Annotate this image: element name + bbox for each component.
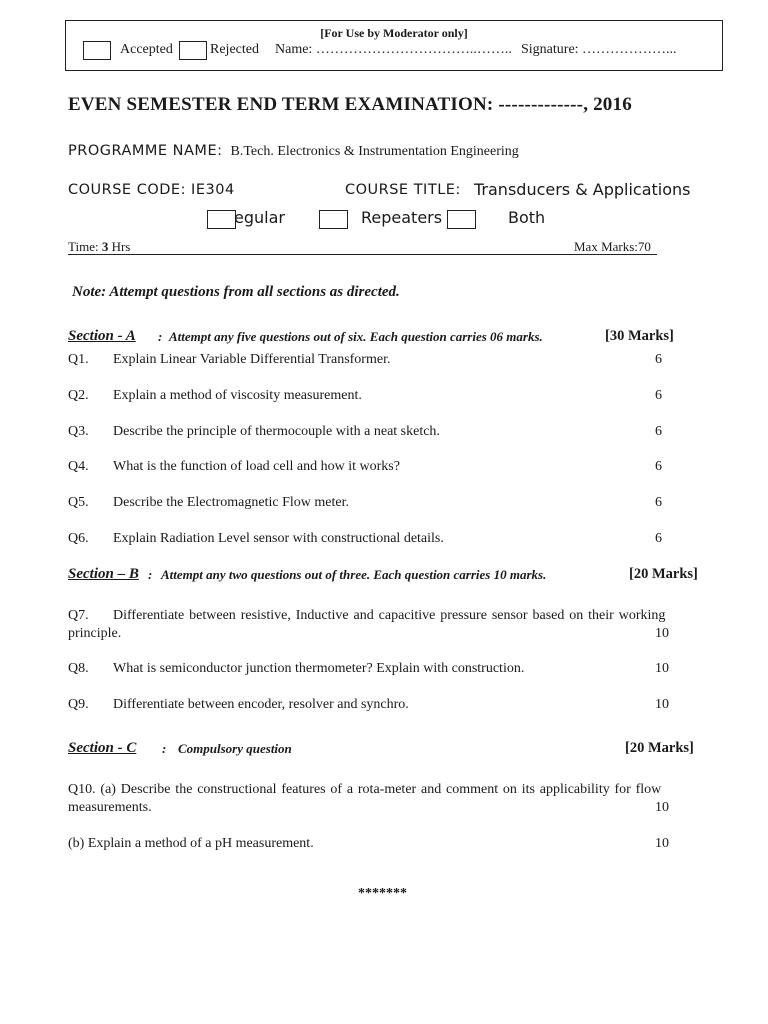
repeaters-checkbox[interactable] — [319, 210, 348, 229]
time-info — [68, 239, 130, 255]
q7-text-line1: Differentiate between resistive, Inductive and capacitive pressure sensor based on their working — [113, 608, 666, 623]
q9-marks: 10 — [655, 697, 669, 712]
q10b-text: (b) Explain a method of a pH measurement. — [68, 836, 314, 851]
rejected-label: Rejected — [210, 42, 259, 57]
moderator-box — [65, 20, 723, 71]
section-c-colon: : — [162, 741, 167, 756]
max-marks: Max Marks:70 — [574, 239, 651, 254]
q9-text: Differentiate between encoder, resolver and synchro. — [113, 697, 409, 712]
q6-marks: 6 — [655, 531, 662, 546]
q10a-text-line1: Q10. (a) Describe the constructional features of a rota-meter and comment on its applicability for flow — [68, 782, 662, 797]
q3-marks: 6 — [655, 424, 662, 439]
q2-text: Explain a method of viscosity measurement. — [113, 388, 362, 403]
time-suffix: Hrs — [108, 239, 131, 254]
q8-text: What is semiconductor junction thermometer? Explain with construction. — [113, 661, 525, 676]
end-marker: ******* — [358, 886, 407, 901]
q7-marks: 10 — [655, 626, 669, 641]
q10a-marks: 10 — [655, 800, 669, 815]
regular-label: egular — [234, 208, 285, 227]
q10b-marks: 10 — [655, 836, 669, 851]
section-b-colon: : — [148, 567, 153, 582]
course-title-label: COURSE TITLE: — [345, 182, 461, 198]
q1-marks: 6 — [655, 352, 662, 367]
note: Note: Attempt questions from all sections as directed. — [72, 284, 400, 300]
course-title-value: Transducers & Applications — [474, 180, 691, 199]
time-value: 3 — [101, 239, 109, 254]
q10a-text-line2: measurements. — [68, 800, 152, 815]
q6-number: Q6. — [68, 531, 89, 546]
both-checkbox[interactable] — [447, 210, 476, 229]
q1-number: Q1. — [68, 352, 89, 367]
programme-value: B.Tech. Electronics & Instrumentation Engineering — [230, 144, 519, 159]
section-b-description: Attempt any two questions out of three. Each question carries 10 marks. — [161, 567, 547, 582]
section-a-marks: [30 Marks] — [605, 328, 674, 344]
q4-marks: 6 — [655, 459, 662, 474]
q3-text: Describe the principle of thermocouple with a neat sketch. — [113, 424, 440, 439]
q6-text: Explain Radiation Level sensor with constructional details. — [113, 531, 444, 546]
repeaters-label: Repeaters — [361, 208, 443, 227]
section-a-description: Attempt any five questions out of six. Each question carries 06 marks. — [169, 329, 543, 344]
section-a-colon: : — [158, 329, 163, 344]
q5-number: Q5. — [68, 495, 89, 510]
q1-text: Explain Linear Variable Differential Transformer. — [113, 352, 391, 367]
q8-marks: 10 — [655, 661, 669, 676]
q2-number: Q2. — [68, 388, 89, 403]
q7-text-line2: principle. — [68, 626, 122, 641]
q5-marks: 6 — [655, 495, 662, 510]
q4-number: Q4. — [68, 459, 89, 474]
section-c-heading: Section - C — [68, 740, 137, 756]
moderator-title: [For Use by Moderator only] — [320, 26, 468, 40]
section-c-description: Compulsory question — [178, 741, 292, 756]
exam-title: EVEN SEMESTER END TERM EXAMINATION: -------------, 2016 — [68, 94, 632, 115]
q5-text: Describe the Electromagnetic Flow meter. — [113, 495, 349, 510]
accepted-checkbox[interactable] — [83, 41, 111, 60]
regular-checkbox[interactable] — [207, 210, 236, 229]
accepted-label: Accepted — [120, 42, 173, 57]
moderator-name-field: Name: ……………………………..…….. — [275, 42, 512, 57]
q4-text: What is the function of load cell and how it works? — [113, 459, 400, 474]
section-c-marks: [20 Marks] — [625, 740, 694, 756]
section-b-marks: [20 Marks] — [629, 566, 698, 582]
course-code: COURSE CODE: IE304 — [68, 182, 235, 198]
moderator-signature-field: Signature: ………………... — [521, 42, 677, 57]
q7-number: Q7. — [68, 608, 89, 623]
programme-row — [68, 142, 519, 160]
header-rule — [68, 254, 657, 255]
q8-number: Q8. — [68, 661, 89, 676]
rejected-checkbox[interactable] — [179, 41, 207, 60]
section-b-heading: Section – B — [68, 566, 139, 582]
q2-marks: 6 — [655, 388, 662, 403]
section-a-heading: Section - A — [68, 328, 136, 344]
q3-number: Q3. — [68, 424, 89, 439]
time-prefix: Time: — [68, 239, 102, 254]
q9-number: Q9. — [68, 697, 89, 712]
both-label: Both — [508, 208, 546, 227]
programme-label: PROGRAMME NAME: — [68, 143, 223, 159]
